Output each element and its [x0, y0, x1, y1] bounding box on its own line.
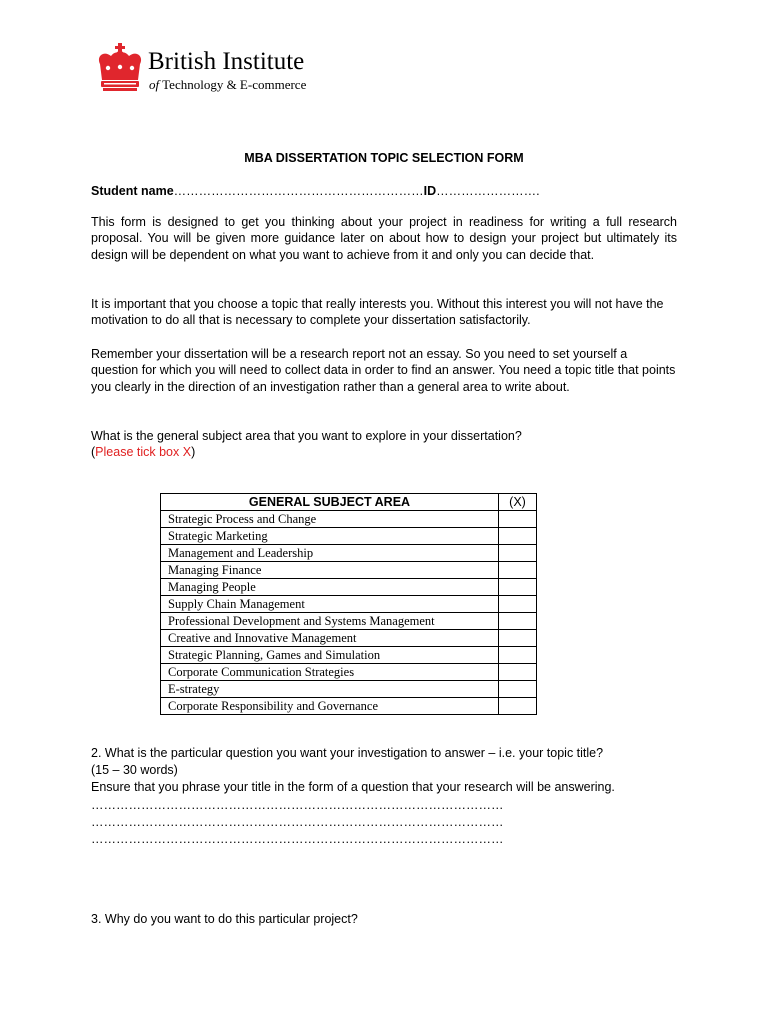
intro-paragraph-3: Remember your dissertation will be a research report not an essay. So you need to set yourself a question for which you will need to collect data in order to find an answer. You need a topic title that points you clearly in the direction of an investigation rather than a general area to write about. [91, 347, 676, 394]
table-row [161, 528, 537, 545]
tick-box[interactable] [499, 562, 537, 579]
subject-label: Strategic Marketing [161, 528, 499, 545]
table-row [161, 545, 537, 562]
answer-line-1[interactable]: ……………………………………………………………………………………… [91, 798, 504, 812]
form-title: MBA DISSERTATION TOPIC SELECTION FORM [244, 151, 524, 165]
subject-label: Managing Finance [161, 562, 499, 579]
tick-box[interactable] [499, 630, 537, 647]
tick-hint: Please tick box X [95, 445, 192, 459]
table-row [161, 681, 537, 698]
table-header-row [161, 494, 537, 511]
tick-box[interactable] [499, 528, 537, 545]
subject-label: E-strategy [161, 681, 499, 698]
subject-label: Creative and Innovative Management [161, 630, 499, 647]
question-2-guidance: Ensure that you phrase your title in the form of a question that your research will be answering. [91, 780, 615, 794]
institute-name: British Institute [148, 48, 305, 75]
table-row [161, 511, 537, 528]
institute-subtitle-rest: Technology & E-commerce [159, 77, 307, 92]
tick-box[interactable] [499, 596, 537, 613]
header-subject-area: GENERAL SUBJECT AREA [161, 494, 499, 511]
tick-box[interactable] [499, 698, 537, 715]
id-field[interactable]: ……………………. [436, 184, 540, 198]
tick-box[interactable] [499, 664, 537, 681]
subject-label: Managing People [161, 579, 499, 596]
table-row [161, 664, 537, 681]
intro-paragraph-1: This form is designed to get you thinking about your project in readiness for writing a full research proposal. You will be given more guidance later on about how to design your project but ultimately its design will be dependent on what you want to achieve from it and only you can decide that. [91, 215, 677, 262]
tick-box[interactable] [499, 613, 537, 630]
subject-label: Corporate Communication Strategies [161, 664, 499, 681]
intro-paragraph-2: It is important that you choose a topic that really interests you. Without this interest you will not have the motivation to do all that is necessary to complete your dissertation satisfactorily. [91, 297, 664, 328]
subject-label: Management and Leadership [161, 545, 499, 562]
hint-close-paren: ) [191, 445, 196, 459]
question-1-text: What is the general subject area that you want to explore in your dissertation? [91, 429, 522, 443]
crown-icon [94, 42, 146, 94]
table-row [161, 613, 537, 630]
table-row [161, 630, 537, 647]
header-tick: (X) [499, 494, 537, 511]
tick-box[interactable] [499, 545, 537, 562]
table-row [161, 698, 537, 715]
subject-label: Corporate Responsibility and Governance [161, 698, 499, 715]
answer-line-3[interactable]: ……………………………………………………………………………………… [91, 832, 504, 846]
student-name-label: Student name [91, 184, 174, 198]
institute-subtitle-of: of [149, 77, 160, 92]
question-2-word-count: (15 – 30 words) [91, 763, 178, 777]
table-row [161, 562, 537, 579]
question-2-text: 2. What is the particular question you want your investigation to answer – i.e. your topic title? [91, 746, 604, 760]
question-1-hint [91, 444, 677, 460]
subject-label: Professional Development and Systems Management [161, 613, 499, 630]
tick-box[interactable] [499, 647, 537, 664]
tick-box[interactable] [499, 579, 537, 596]
subject-label: Supply Chain Management [161, 596, 499, 613]
table-row [161, 579, 537, 596]
table-row [161, 647, 537, 664]
tick-box[interactable] [499, 511, 537, 528]
tick-box[interactable] [499, 681, 537, 698]
institute-logo [94, 42, 334, 100]
student-name-field[interactable]: …………………………………………………… [173, 184, 424, 198]
answer-line-2[interactable]: ……………………………………………………………………………………… [91, 815, 504, 829]
hint-open-paren: ( [91, 445, 96, 459]
subject-label: Strategic Planning, Games and Simulation [161, 647, 499, 664]
question-3-text: 3. Why do you want to do this particular project? [91, 912, 358, 926]
institute-subtitle [149, 77, 306, 93]
subject-area-table [160, 493, 537, 715]
student-line [91, 183, 540, 199]
subject-label: Strategic Process and Change [161, 511, 499, 528]
table-row [161, 596, 537, 613]
id-label: ID [423, 184, 437, 198]
